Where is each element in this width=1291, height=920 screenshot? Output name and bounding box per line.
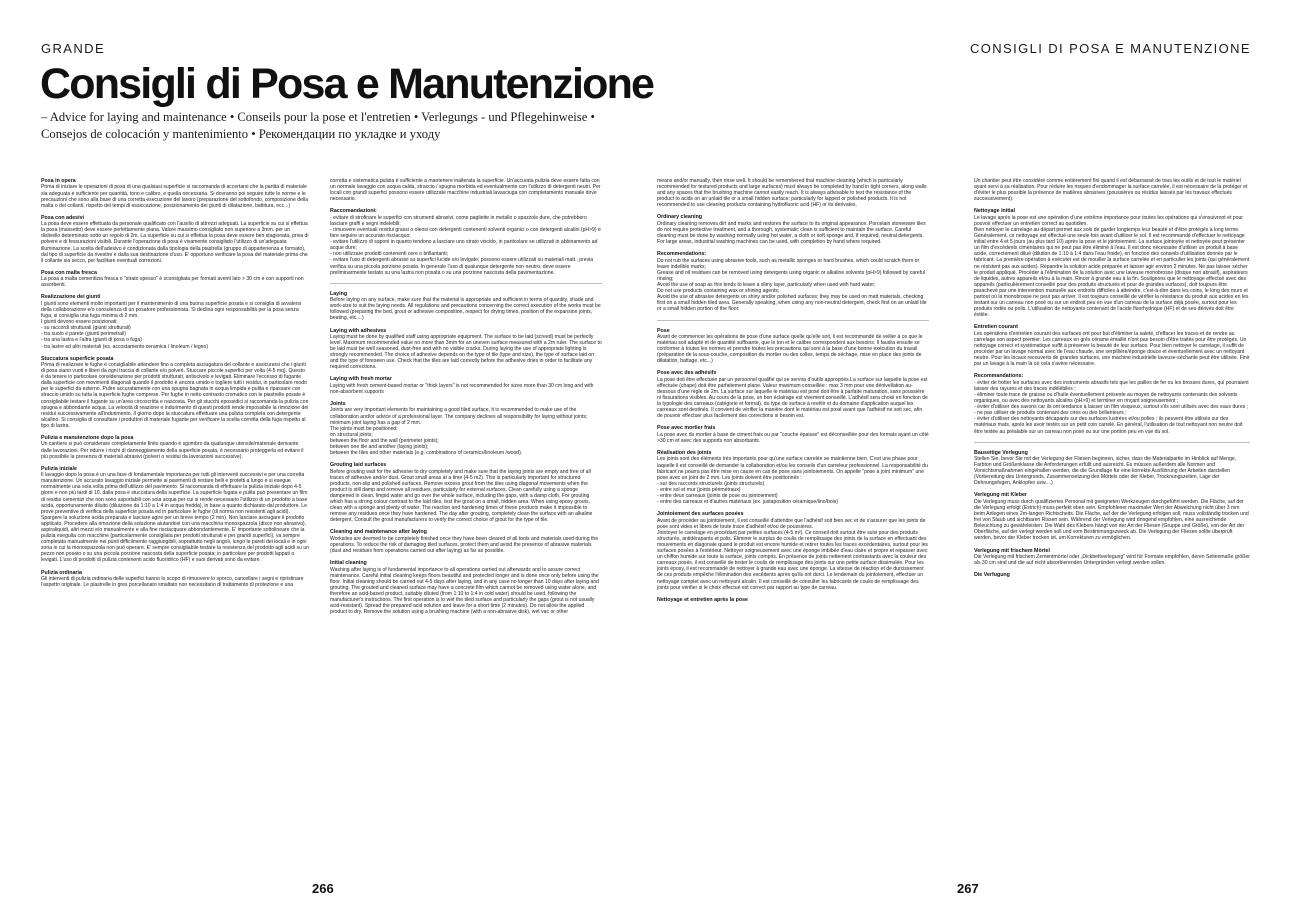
text-section — [974, 492, 1250, 541]
text-section — [657, 214, 929, 245]
section-body: Il lavaggio dopo la posa è un una fase di fondamentale importanza per tutti gli interventi successivi e per una corretta manutenzione. Un accurato lavaggio iniziale permette ai pavimenti di restare belli e protetti a lungo e si esegue normalmente una sola volta prima dell'utilizzo del pavimento. Si raccomanda di effettuare la pulizia iniziale dopo 4-5 giorni e non più tardi di 10, dalla posa e stuccatura della superficie. La superficie fugata e pulita può presentare un film di residui cementizi che non sono asportabili con sola acqua per cui si rende necessario l'utilizzo di un prodotto a base acida, opportunamente diluito (diluizione da 1:10 a 1:4 in acqua fredda), in base a quanto dichiarato dal produttore. Le prove preventive di verifica della superficie posata ed in particolare le fughe (di norma non resistenti agli acidi). Spargere la soluzione acida preparata e lasciare agire per un breve tempo (2 min). Non lasciare asciugare il prodotto applicato. Procedere alla rimozione della soluzione aiutandosi con una macchina monospazzola (disco non abrasivo), aspiraliquidi, altri mezzi e/o manualmente e alla fine risciacquare abbondantemente. E' importante sottolineare che la pulizia eseguita con macchine (particolarmente consigliata per prodotti strutturati e per grandi superfici), va sempre completata manualmente nei punti difficilmente raggiungibili, soprattutto negli angoli, lungo le pareti dei locali e in ogni zona in cui la monospazzola non può operare. E' sempre consigliabile testare la resistenza del prodotto agli acidi su un pezzo non posato o su una piccola porzione nascosta della superficie posata; in particolare per prodotti lappati o levigati. L'uso di prodotti di pulizia contenenti acido fluoridrico (HF) e suoi derivati sono da evitare. — [41, 472, 309, 564]
section-body: Prima di iniziare le operazioni di posa di una qualsiasi superficie si raccomanda di accertarsi che la partita di materiale sia adeguata e sufficiente per quantità, tono e calibro, e quella necessaria. Si dovranno poi seguire tutte le norme e le precauzioni che sono alla base di una corretta esecuzione del lavoro (preparazione del sottofondo, composizione della malta o dei collanti, rispetto dei tempi di essiccazione, posizionamento dei giunti di dilatazione, battitura, ecc...) — [41, 184, 309, 209]
text-section — [330, 529, 602, 554]
text-section — [330, 291, 602, 322]
section-heading: Die Verfugung — [974, 572, 1010, 579]
column-divider — [330, 283, 602, 284]
section-heading: Ordinary cleaning — [657, 214, 703, 221]
column-1 — [41, 178, 309, 594]
text-section — [657, 450, 929, 505]
section-body: Laying must be done by qualified staff using appropriate equipment. The surface to be laid (screed) must be perfectly level. Maximum recommended value no more than 3mm for an uneven surface measured with a 2m ruler. The surface to be laid must be well seasoned, dust-free and with no visible cracks. During laying the use of appropriate lighting is strongly recommended. The choice of adhesive depends on the type of tile (type and size), the type of surface laid on and the type of foreseen use. Check that the tiles are laid correctly before the adhesive dries in order to facilitate any required corrections. — [330, 333, 602, 371]
section-heading: Initial cleaning — [330, 560, 367, 567]
section-body: Washing after laying is of fundamental importance to all operations carried out afterwards and to assure correct maintenance. Careful initial cleaning keeps floors beautiful and protected longer and is done once only before using the floor. Initial cleaning should be carried out 4-5 days after laying, and in any case no longer than 10 days after laying and grouting. The grouted and cleaned surface may have a concrete film which cannot be removed using water alone, and therefore an acid-based product, suitably diluted (from 1:10 to 1:4 in cold water) should be used, following the manufacturer's instructions. The first operation is to wet the tiled surface and particularly the gaps (grout is not usually acid-resistant). Spread the prepared acid solution and leave for a short time (2 minutes). Do not allow the applied product to dry. Remove the solution using a brushing machine (with a non-abrasive disk), wet vac or other — [330, 566, 600, 616]
text-section — [330, 208, 602, 275]
page-number-right: 267 — [957, 881, 979, 896]
section-body: - evitare di strofinare le superfici con strumenti abrasivi, come pagliette in metallo o spazzole dure, che potrebbero lasciare graffi e segni indelebili; - rimuovere eventuali residui grassi o oleosi con detergenti contenenti solventi organici o con detergenti alcalini (pH>9) e fare seguire un accurato risciacquo; - evitare l'utilizzo di saponi in quanto tendono a lasciare uno strato viscido, in particolare se utilizzati in abbinamento ad acque dure; - non utilizzare prodotti contenenti cere o brillantanti; - evitare l'uso di detergenti abrasivi su superfici lucide e/o levigate; possono essere utilizzati su materiali matt., previa verifica su una piccola porzione posata. In generale l'uso di qualunque detergente non neutro, deve essere preliminarmente testato su una lastra non posata o su una porzione nascosta della pavimentazione. — [330, 214, 601, 276]
text-section — [974, 450, 1250, 487]
text-section — [657, 178, 929, 208]
section-heading: Pulizia iniziale — [41, 465, 77, 472]
column-4 — [974, 178, 1250, 585]
section-heading: Pose avec mortier frais — [657, 425, 716, 432]
running-head-left: GRANDE — [41, 41, 106, 56]
text-section — [974, 373, 1250, 434]
column-3-english-sections — [657, 178, 929, 313]
text-section — [41, 294, 309, 349]
section-heading: Laying — [330, 290, 348, 297]
column-divider — [974, 442, 1250, 443]
section-heading: Raccomandazioni: — [330, 208, 377, 215]
section-body: Gli interventi di pulizia ordinaria delle superfici hanno lo scopo di rimuovere lo sporco, cancellare i segni e ripristinare l'aspetto originale. Le piastrelle in gres porcellanato smaltato non necessitano di trattamento di protezione e una — [41, 575, 304, 589]
section-body: Before laying on any surface, make sure that the material is appropriate and sufficient in terms of quantity, shade and work-size to suit the laying needs. All regulations and precautions concerning the correct execution of the works must be followed (preparing the bed, grout or adhesive composition, respect for drying times, position of the expansion joints, beating, etc....) — [330, 297, 601, 322]
column-2 — [330, 178, 602, 621]
column-4-german-sections — [974, 450, 1250, 579]
running-head-right: CONSIGLI DI POSA E MANUTENZIONE — [969, 41, 1251, 56]
text-section — [974, 548, 1250, 567]
section-heading: Jointoiement des surfaces posées — [657, 511, 744, 518]
section-body: Laying with fresh cement-based mortar or "thick layers" is not recommended for sizes more than 30 cm long and with non-absorbent supports — [330, 382, 594, 395]
text-section — [330, 401, 602, 456]
text-section — [330, 560, 602, 615]
text-section — [657, 425, 929, 444]
section-heading: Entretien courant — [974, 324, 1018, 331]
text-section — [41, 178, 309, 209]
section-body: La posa a malta cementizia fresca o "strato spesso" è sconsigliata per formati aventi lato > 30 cm e con supporti non assorbenti. — [41, 276, 304, 289]
section-body: La pose doit être effectuée par un personnel qualifié qui se servira d'outils appropriés.La surface sur laquelle la pose est effectuée (chape) doit être parfaitement plane. Valeur maximum conseillée : max 3 mm pour une dénivellation au-dessous d'une règle de 2m. La surface sur laquelle le matériau est posé doit être à parfaite maturation, sans poussière ni fissurations visibles. Au cours de la pose, un bon éclairage est vivement conseillé. L'adhésif sera choisi en fonction de la typologie des carreaux (catégorie et format), du type de surface à revêtir et du domaine d'application auquel les carreaux sont destinés. Il convient de vérifier la manière dont le matériau est posé avant que l'adhésif ne soit sec, afin de pouvoir effectuer plus facilement des corrections si besoin est. — [657, 376, 928, 420]
section-body: Prima di realizzare le fughe è consigliabile attendere fino a completa asciugatura del collante e assicurarsi che i giunti di posa siano vuoti e liberi da ogni traccia di collante e/o polveri. Stuccare piccole superfici per volta (4-5 mq). Questo è da tenere in particolare considerazione per prodotti strutturati, antiscivolo e levigati. Eliminare l'eccesso di fugante dalla superficie con movimenti diagonali quando il prodotto è ancora umido e togliere tutti i residui, in particolare modo per le superfici da esterno. Pulire accuratamente con una spugna bagnata in acqua limpida e pulita e ripassare con straccio umido su tutta la superficie fughe comprese. Per fughe in netto contrasto cromatico con le piastrelle posate è consigliabile testare il fugante su un'area circoscritta e nascosta. Per gli stucchi epossidici si raccomanda la pulizia con spugna e abbondante acqua. La velocità di reazione e indurimento di questi prodotti rende impossibile la rimozione dei residui successivamente all'indurimento. Il giorno dopo la stuccatura effettuare una pulizia completa con detergente alcalino. Si consiglia di consultare i produttori di materiale fugante per verificare la scelta corretta della fuga rispetto al tipo di lastra. — [41, 362, 309, 429]
column-divider — [657, 320, 929, 321]
text-section — [41, 435, 309, 460]
section-heading: Laying with adhesives — [330, 327, 387, 334]
section-heading: Recommendations: — [657, 251, 707, 258]
text-section — [657, 511, 929, 591]
text-section — [657, 370, 929, 419]
section-body: Do not rub the surfaces using abrasive tools, such as metallic sponges or hard brushes, which could scratch them or leave indelible marks; Grease and oil residues can be removed using detergents using organic or alkaline solvents (pH>9) followed by careful rinsing; Avoid the use of soap as this tends to leave a slimy layer, particularly when used with hard water; Do not use products containing wax or shining agents; Avoid the use of abrasive detergents on shiny and/or polished surfaces; they may be used on matt materials, checking first on a small hidden tiled area. Generally speaking, when using any non-neutral detergent, check first on an unlaid tile or a small hidden portion of the floor. — [657, 257, 927, 313]
section-heading: Grouting laid surfaces — [330, 462, 387, 469]
section-heading: Réalisation des joints — [657, 450, 712, 457]
text-section — [330, 376, 602, 395]
text-section — [657, 328, 929, 365]
section-heading: Bauseitige Verlegung — [974, 449, 1028, 456]
text-section — [41, 270, 309, 289]
section-heading: Nettoyage et entretien après la pose — [657, 596, 748, 603]
section-body: Worksites are deemed to be completely finished once they have been cleared of all tools and materials used during the operations. To reduce the risk of damaging tiled surfaces, protect them and avoid the presence of abrasive materials (dust and residues from operations carried out after laying) as far as possible. — [330, 535, 599, 555]
section-body: Avant de commencer les opérations de pose d'une surface quelle qu'elle soit, il est recommandé de veiller à ce que le matériau soit adapté et de quantité suffisante, que le ton et le calibre correspondent aux besoins. Il faudra ensuite se conformer à toutes les normes et prendre toutes les précautions qui sont à la base d'une bonne exécution du travail (préparation de la sous-couche, composition du mortier ou des colles, temps de séchage, mise en place des joints de dilatation, battage, etc...) — [657, 333, 923, 365]
section-body: Les joints sont des éléments très importants pour qu'une surface carrelée se maintienne bien. C'est une phase pour laquelle il est conseillé de demander la collaboration et/ou les conseils d'un carreleur professionnel. La responsabilité du fabricant ne pourra pas être mise en cause en cas de pose sans jointoiements. On appelle "pose à joint minimum" une pose avec un joint de 2 mm. Les joints doivent être positionnés : - sur des raccords structurels (joints structurels) - entre sol et mur (joints périmétraux) - entre deux carreaux (joints de pose ou jointoiement) - entre des carreaux et d'autres matériaux (ex. juxtaposition céramique/lino/bois) — [657, 456, 928, 506]
section-body: La posa deve essere effettuata da personale qualificato con l'ausilio di attrezzi adeguati. La superficie su cui si effettua la posa (massetto) deve essere perfettamente piana. Valore massimo consigliato non superiore a 3mm. per un dislivello determinato sotto un regolo di 2m. La superficie su cui si effettua la posa deve essere ben stagionata, priva di polvere e di fessurazioni visibili. Durante l'operazione di posa è vivamente consigliato l'utilizzo di un'adeguata illuminazione. La scelta dell'adesivo è condizionata dalla tipologia della piastrella (gruppo di appartenenza e formato), dal tipo di superficie da rivestire e dalla sua destinazione d'uso. E' opportuno verificare la posa del materiale prima che il collante sia secco, per facilitare eventuali correzioni. — [41, 221, 309, 264]
section-body: corretta e sistematica pulizia è sufficiente a mantenere inalterata la superficie. Un'accurata pulizia deve essere fatta con un normale lavaggio con acqua calda, straccio / spugna morbida ed eventualmente con l'utilizzo di detergenti neutri. Per locali con grandi superfici possono essere utilizzate macchine industriali lavasciuga con completamento manuale dove necessario. — [330, 178, 601, 203]
page-number-left: 266 — [312, 881, 334, 896]
section-heading: Pulizia ordinaria — [41, 569, 82, 576]
text-section — [330, 178, 602, 202]
page-subtitle: – Advice for laying and maintenance • Conseils pour la pose et l'entretien • Verlegungs - und Pflegehinweise • Consejos de colocación y mantenimiento • Рекомендации по укладке и уходу — [41, 110, 595, 141]
text-section — [974, 324, 1250, 367]
section-heading: Nettoyage initial — [974, 208, 1015, 215]
section-heading: Cleaning and maintenance after laying — [330, 529, 427, 536]
section-heading: Posa con malta fresca — [41, 269, 97, 276]
section-body: Joints are very important elements for maintaining a good tiled surface, it is recommended to make use of the collaboration and/or advice of a professional layer. The company declines all responsibility for laying without joints; minimum joint laying has a gap of 2 mm. The joints must be positioned: on structural joints; between the floor and the wall (perimeter joints); between one tile and another (laying joints); between the tiles and other materials (e.g. combinations of ceramics/linoleum /wood). — [330, 407, 588, 457]
section-body: Avant de procéder au jointoiement, il est conseillé d'attendre que l'adhésif soit bien sec et de s'assurer que les joints de pose sont vides et libres de toute trace d'adhésif et/ou de poussières. Jointoyer le carrelage en procédant par petites surfaces (4-5 m²). Ce conseil doit surtout être suivi pour des produits structurés, antidérapants et polis. Éliminer le surplus de coulis de remplissage des joints de la surface en effectuant des mouvements en diagonale quand le produit est encore humide et retirer toutes les traces excédentaires, surtout pour les surfaces posées à l'extérieur. Nettoyer soigneusement avec une éponge imbibée d'eau claire et propre et repasser avec un chiffon humide sur toute la surface, joints compris. En présence de joints nettement contrastants avec la couleur des carreaux posés, il est conseillé de tester le coulis de remplissage des joints sur une petite surface dissimulée. Pour les joints époxy, il est recommandé de nettoyer à grande eau avec une éponge. La vitesse de réaction et de durcissement de ces produits empêche l'élimination des excédents après qu'ils ont durci. Le lendemain du jointoiement, effectuer un nettoyage complet avec un nettoyant alcalin. Il est conseillé de consulter les fabricants de coulis de remplissage des joints pour vérifier si le choix effectué est correct par rapport au type de carreau. — [657, 517, 928, 591]
section-body: Les opérations d'entretien courant des surfaces ont pour but d'éliminer la saleté, d'effacer les traces et de rendre au carrelage son aspect premier. Les carreaux en grès cérame émaillé n'ont pas besoin d'être traités pour être protégés. Un nettoyage correct et systématique suffit à préserver la beauté de leur surface. Pour bien nettoyer le carrelage, il suffit de procéder par un lavage normal avec de l'eau chaude, une serpillière/éponge douce et éventuellement avec un nettoyant neutre. Pour les locaux recouverts de grandes surfaces, une machine industrielle laveuse-séchante peut être utilisée. Finir par un lavage à la main là où cela s'avère nécessaire. — [974, 330, 1250, 368]
column-1-sections — [41, 178, 309, 588]
section-heading: Verlegung mit frischem Mörtel — [974, 547, 1050, 554]
section-heading: Pose — [657, 327, 670, 334]
column-2-english-sections — [330, 291, 602, 616]
section-heading: Verlegung mit Kleber — [974, 492, 1027, 499]
text-section — [41, 466, 309, 564]
section-body: Un chantier peut être considéré comme entièrement fini quand il est débarrassé de tous les outils et de tout le matériel ayant servi à sa réalisation. Pour réduire les risques d'endommager la surface carrelée, il est nécessaire de la protéger et d'éviter le plus possible la présence de matières abrasives (poussières ou résidus laissés par les travaux effectués successivement). — [974, 178, 1248, 203]
section-body: Before grouting wait for the adhesive to dry completely and make sure that the laying joints are empty and free of all traces of adhesive and/or dust. Grout small areas at a time (4-5 m2). This is particularly important for structured products, non-slip and polished surfaces. Remove excess grout from the tiles using diagonal movements when the product is still damp and remove all residues, particularly for external surfaces. Clean carefully using a sponge dampened in clean, limpid water and go over the whole surface, including the gaps, with a damp cloth. For grouting which has a strong colour contrast to the laid tiles, test the grout on a small, hidden area. When using epoxy grouts, clean with a sponge and plenty of water. The reaction and hardening times of these products make it impossible to remove any residues once they have hardened. The day after grouting, completely clean the surface with an alkaline detergent. Consult the grout manufacturers to verify the correct choice of grout for the type of tile. — [330, 468, 593, 524]
text-section — [41, 356, 309, 429]
section-body: Die Verlegung muss durch qualifiziertes Personal mit geeigneten Werkzeugen durchgeführt werden. Die Fläche, auf der die Verlegung erfolgt (Estrich) muss perfekt eben sein. Empfohlener maximaler Wert der Abweichung nicht über 3 mm beim Anlegen eines 2m-langen Richtscheits. Die Fläche, auf der die Verlegung erfolgen soll, muss vollständig trocken und frei von Staub und sichtbaren Rissen sein. Während der Verlegung wird dringend empfohlen, eine ausreichende Beleuchtung zu gewährleisten. Die Wahl des Klebers hängt von der Art der Fliesen (Gruppe und Größe), von der Art der Oberfläche, auf der verlegt werden soll und vom Bestimmungszweck ab. Die Verlegung der Fliesen sollte überprüft werden, bevor der Kleber trocken ist, um Korrekturen zu ermöglichen. — [974, 498, 1249, 542]
column-2-italian-sections — [330, 178, 602, 276]
section-heading: Posa con adesivi — [41, 214, 84, 221]
section-body: I giunti sono elementi molto importanti per il mantenimento di una buona superficie posata e si consiglia di avvalersi della collaborazione e/o consulenza di un posatore professionista. Si declina ogni responsabilità per la posa senza fuga; si consiglia una fuga minima di 2 mm. I giunti devono essere posizionati: - su raccordi strutturali (giunti strutturali) - tra suolo e parete (giunti perimetrali) - tra una lastra e l'altra (giunti di posa o fuga) - tra lastre ed altri materiali (es. accostamento ceramica / linoleum / legno) — [41, 300, 302, 350]
text-section — [657, 251, 929, 312]
section-body: Ordinary cleaning removes dirt and marks and restores the surface to its original appearance. Porcelain stoneware tiles do not require protective treatment, and a thorough, systematic clean is sufficient to maintain the surface. Careful cleaning must be done by washing normally using hot water, a cloth or soft sponge and, if required, neutral detergents. For large areas, industrial washing machines can be used, with completion by hand where required. — [657, 220, 926, 246]
section-body: Die Verlegung mit frischem Zementmörtel oder „Dickbettverlegung" wird für Formate empfohlen, deren Seitenmaße größer als 30 cm sind und die auf nicht absorbierenden Untergründen verlegt werden sollen. — [974, 553, 1250, 567]
column-4-french-sections — [974, 178, 1250, 435]
column-3-french-sections — [657, 328, 929, 604]
section-body: Le lavage après la pose est une opération d'une extrême importance pour toutes les opérations qui s'ensuivront et pour pouvoir effectuer un entretien correct au quotidien. Bien nettoyer le carrelage au départ permet aux sols de garder longtemps leur beauté et d'être protégés à long terme. Généralement, ce nettoyage est effectué une seule fois avant d'utiliser le sol. Il est recommandé d'effectuer le nettoyage initial entre 4 et 5 jours (au plus tard 10) après la pose et le jointoiement. La surface jointoyée et nettoyée peut présenter un film d'excédents cimentaires qui ne peut pas être éliminé à l'eau. Il est donc nécessaire d'utiliser un produit à base acide, correctement dilué (dilution de 1:10 à 1:4 dans l'eau froide), en fonction des conseils d'utilisation donnés par le fabricant. La première opération à exécuter est de mouiller la surface carrelée et en particulier les joints (qui généralement ne résistent pas aux acides). Répandre la solution acide préparée et laisser agir environ 2 minutes. Ne pas laisser sécher le produit appliqué. Procéder à l'élimination de la solution avec une laveuse monobrosse (disque non abrasif), aspirateurs de liquides, autres appareils et/ou à la main. Rincer à grande eau à la fin. Soulignons que le nettoyage effectué avec des appareils (particulièrement conseillé pour des produits structurés et pour de grandes surfaces), doit toujours être parachevé par une intervention manuelle aux endroits difficiles à atteindre, c'est-à-dire dans les coins, le long des murs et partout où la monobrosse ne peut pas arriver. Il est toujours conseillé de vérifier la résistance du produit aux acides en les testant sur un carreau non posé ou sur un endroit peu en vue d'un carreau de la surface déjà posée, surtout pour les produits rodés ou polis. L'utilisation de nettoyants contenant de l'acide fluorhydrique (HF) et de ses dérivés doit être évitée. — [974, 214, 1250, 319]
section-heading: Pose avec des adhésifs — [657, 370, 717, 377]
text-section — [974, 572, 1250, 578]
text-section — [41, 215, 309, 264]
text-section — [974, 208, 1250, 318]
section-heading: Posa in opera — [41, 178, 76, 184]
text-section — [657, 597, 929, 603]
section-heading: Laying with fresh mortar — [330, 376, 392, 383]
section-heading: Joints — [330, 401, 346, 408]
text-section — [41, 570, 309, 589]
section-heading: Pulizia e manutenzione dopo la posa — [41, 435, 134, 442]
column-3 — [657, 178, 929, 609]
section-heading: Realizzazione dei giunti — [41, 294, 101, 301]
text-section — [330, 462, 602, 523]
section-body: means and/or manually, then rinse well. It should be remembered that machine cleaning (which is particularly recommended for textured products and large surfaces) must always be completed by hand in tight corners, along walls and any spaces that the brushing machine cannot easily reach. It is always advisable to test the resistance of the product to acids on an unlaid tile or a small hidden surface; particularly for lapped or polished products. It is not recommended to use cleaning products containing hydrofluoric acid (HF) or its derivates. — [657, 178, 927, 209]
page-title: Consigli di Posa e Manutenzione — [40, 60, 654, 108]
section-body: La pose avec du mortier à base de ciment frais ou par "couche épaisse" est déconseillée pour des formats ayant un côté >30 cm et avec des supports non absorbants. — [657, 431, 929, 444]
text-section — [330, 328, 602, 371]
section-body: Un cantiere si può considerare completamente finito quando è sgombro da qualunque utensile/materiale derivante dalle lavorazioni. Per ridurre i rischi di danneggiamento della superficie posata, è necessario proteggerla ed evitare il più possibile la presenza di materiali abrasivi (polveri o residui da lavorazioni successive). — [41, 441, 304, 460]
section-heading: Recommandations: — [974, 373, 1024, 380]
section-heading: Stuccatura superficie posata — [41, 355, 114, 362]
section-body: Stellen Sie, bevor Sie mit der Verlegung der Fliesen beginnen, sicher, dass die Materialpartie im Hinblick auf Menge, Farbton und Größenklasse die Anforderungen erfüllt und ausreicht. Es müssen außerdem alle Normen und Vorsichtsmaßnahmen eingehalten werden, die die Grundlage für eine korrekte Ausführung der Arbeiten darstellen (Vorbereitung des Untergrunds, Zusammensetzung des Mörtels oder der Kleber, Trocknungszeiten, Lage der Dehnungsfugen, Anklopfen usw....) — [974, 456, 1237, 487]
text-section — [974, 178, 1250, 202]
section-body: - éviter de frotter les surfaces avec des instruments abrasifs tels que les pailles de fer ou les brosses dures, qui pourraient laisser des rayures et des traces indélébiles ; - éliminer toute trace de graisse ou d'huile éventuellement présente au moyen de nettoyants contenants des solvants organiques, ou avec des nettoyants alcalins (pH>9) et terminer en rinçant soigneusement ; - éviter d'utiliser des savons car ils ont tendance à laisser un film visqueux, surtout s'ils sont utilisés avec des eaux dures ; - ne pas utiliser de produits contenant des cires ou des brillanteurs ; - éviter d'utiliser des nettoyants décapants sur des surfaces lustrées et/ou polies ; ils peuvent être utilisés sur des matériaux mats, après les avoir testés sur un petit coin carrelé. En général, l'utilisation de tout nettoyant non neutre doit être testée au préalable sur un carreau non posé ou sur une portion peu en vue du sol. — [974, 379, 1249, 435]
